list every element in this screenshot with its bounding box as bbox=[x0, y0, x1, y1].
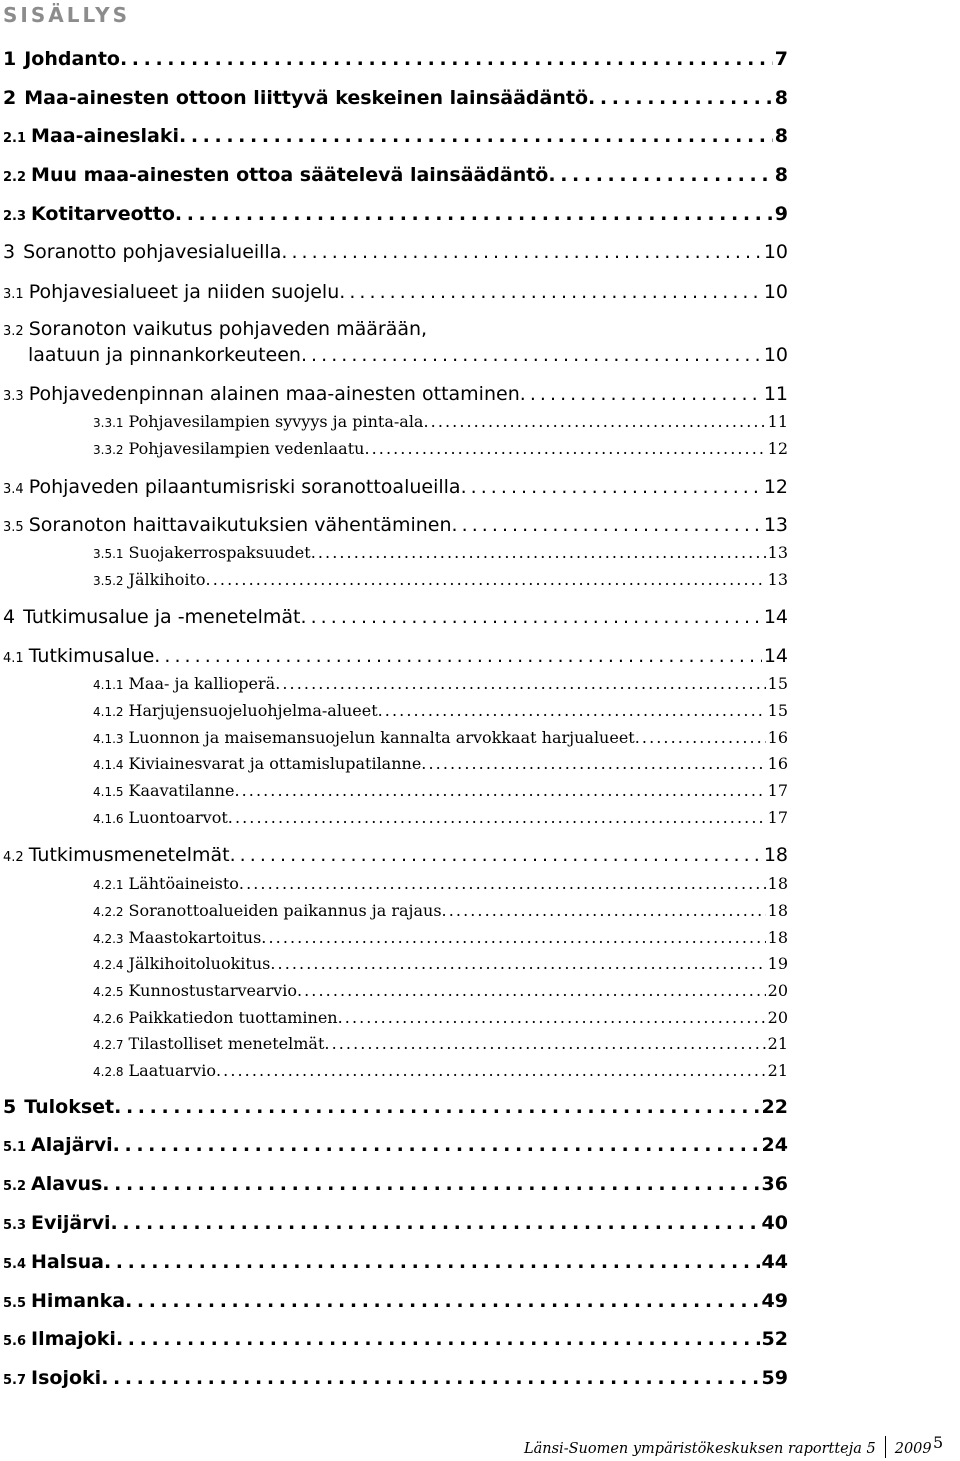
toc-number: 3.3.1 bbox=[93, 416, 124, 430]
toc-page: 13 bbox=[763, 514, 788, 536]
toc-page: 18 bbox=[767, 928, 788, 947]
page-number: 5 bbox=[933, 1433, 944, 1452]
toc-entry[interactable] bbox=[93, 439, 788, 458]
toc-leader bbox=[378, 701, 766, 720]
toc-page: 12 bbox=[763, 476, 788, 498]
toc-number: 4.1.5 bbox=[93, 785, 124, 799]
toc-title: Evijärvi bbox=[31, 1212, 111, 1234]
toc-number: 4.2 bbox=[3, 850, 24, 865]
toc-leader bbox=[281, 241, 761, 263]
toc-leader bbox=[239, 874, 766, 893]
toc-number: 4 bbox=[3, 606, 16, 628]
toc-leader bbox=[120, 48, 773, 70]
toc-page: 10 bbox=[763, 281, 788, 303]
toc-number: 4.1.3 bbox=[93, 732, 124, 746]
toc-entry[interactable] bbox=[3, 606, 788, 628]
toc-leader bbox=[234, 781, 765, 800]
toc-page: 13 bbox=[767, 543, 788, 562]
toc-number: 3.4 bbox=[3, 482, 24, 497]
page-footer bbox=[524, 1433, 944, 1458]
toc-leader bbox=[548, 164, 772, 186]
toc-leader bbox=[104, 1251, 760, 1273]
toc-leader bbox=[461, 476, 762, 498]
toc-leader bbox=[338, 1008, 766, 1027]
toc-entry[interactable] bbox=[3, 241, 788, 263]
toc-number: 1 bbox=[3, 48, 17, 70]
page-title: SISÄLLYS bbox=[3, 3, 130, 27]
toc-number: 5.6 bbox=[3, 1334, 27, 1349]
toc-title: Pohjaveden pilaantumisriski soranottoalueilla bbox=[28, 476, 461, 498]
toc-title: Luonnon ja maisemansuojelun kannalta arvokkaat harjualueet bbox=[128, 728, 635, 747]
toc-number: 4.2.5 bbox=[93, 985, 124, 999]
toc-number: 5.5 bbox=[3, 1296, 27, 1311]
toc-entry[interactable] bbox=[3, 514, 788, 536]
toc-title: Kaavatilanne bbox=[128, 781, 235, 800]
toc-leader bbox=[228, 808, 766, 827]
toc-title: Himanka bbox=[31, 1290, 126, 1312]
toc-entry[interactable] bbox=[93, 674, 788, 693]
toc-title: Tutkimusalue bbox=[28, 645, 155, 667]
toc-title: Soranottoalueiden paikannus ja rajaus bbox=[128, 901, 442, 920]
toc-page: 14 bbox=[763, 645, 788, 667]
toc-number: 4.1 bbox=[3, 651, 24, 666]
toc-entry[interactable] bbox=[3, 1251, 788, 1273]
toc-title: Paikkatiedon tuottaminen bbox=[128, 1008, 338, 1027]
toc-entry[interactable] bbox=[3, 383, 788, 405]
toc-entry[interactable] bbox=[3, 844, 788, 866]
toc-leader bbox=[154, 645, 762, 667]
toc-title: Soranotto pohjavesialueilla bbox=[23, 241, 282, 263]
toc-title: Maastokartoitus bbox=[128, 928, 262, 947]
toc-page: 21 bbox=[767, 1061, 788, 1080]
toc-number: 4.2.4 bbox=[93, 958, 124, 972]
toc-number: 2.3 bbox=[3, 209, 27, 224]
toc-entry[interactable] bbox=[3, 1134, 788, 1156]
toc-page: 22 bbox=[761, 1096, 788, 1118]
toc-entry[interactable] bbox=[3, 1096, 788, 1118]
toc-number: 5.7 bbox=[3, 1373, 27, 1388]
toc-page: 20 bbox=[767, 1008, 788, 1027]
toc-page: 18 bbox=[767, 901, 788, 920]
toc-number: 5.4 bbox=[3, 1257, 27, 1272]
toc-number: 3.5.2 bbox=[93, 574, 124, 588]
toc-entry[interactable] bbox=[93, 543, 788, 562]
toc-entry[interactable] bbox=[93, 570, 788, 589]
footer-divider bbox=[885, 1436, 886, 1458]
toc-page: 9 bbox=[774, 203, 788, 225]
toc-entry[interactable] bbox=[93, 808, 788, 827]
toc-page: 15 bbox=[767, 674, 788, 693]
toc-number: 5.3 bbox=[3, 1218, 27, 1233]
toc-number: 5.1 bbox=[3, 1140, 27, 1155]
toc-page: 17 bbox=[767, 781, 788, 800]
toc-title: Alajärvi bbox=[31, 1134, 113, 1156]
toc-entry[interactable] bbox=[93, 874, 788, 893]
toc-entry[interactable] bbox=[3, 125, 788, 147]
toc-leader bbox=[364, 439, 765, 458]
toc-title: Alavus bbox=[31, 1173, 103, 1195]
toc-page: 21 bbox=[767, 1034, 788, 1053]
toc-page: 11 bbox=[763, 383, 788, 405]
toc-entry[interactable] bbox=[93, 728, 788, 747]
toc-leader bbox=[421, 754, 765, 773]
toc-page: 8 bbox=[774, 87, 788, 109]
toc-leader bbox=[179, 125, 773, 147]
toc-page: 16 bbox=[767, 754, 788, 773]
toc-title: Tulokset bbox=[24, 1096, 115, 1118]
toc-title: Jälkihoito bbox=[128, 570, 206, 589]
toc-number: 4.2.2 bbox=[93, 905, 124, 919]
toc-leader bbox=[275, 674, 765, 693]
toc-title: Soranoton vaikutus pohjaveden määrään, bbox=[28, 318, 428, 340]
toc-title: Soranoton haittavaikutuksien vähentäminen bbox=[28, 514, 452, 536]
toc-number: 2.1 bbox=[3, 131, 27, 146]
toc-number: 4.2.3 bbox=[93, 932, 124, 946]
toc-leader bbox=[175, 203, 773, 225]
toc-leader bbox=[297, 981, 766, 1000]
toc-leader bbox=[114, 1096, 759, 1118]
toc-leader bbox=[301, 606, 762, 628]
toc-leader bbox=[125, 1290, 759, 1312]
toc-title: Kotitarveotto bbox=[31, 203, 175, 225]
toc-title: Pohjavesilampien vedenlaatu bbox=[128, 439, 365, 458]
toc-page: 44 bbox=[761, 1251, 788, 1273]
toc-title: Tutkimusmenetelmät bbox=[28, 844, 230, 866]
toc-number: 3.5.1 bbox=[93, 547, 124, 561]
toc-entry[interactable] bbox=[3, 203, 788, 225]
toc-number: 4.1.6 bbox=[93, 812, 124, 826]
toc-entry[interactable] bbox=[3, 281, 788, 303]
toc-page: 7 bbox=[774, 48, 788, 70]
toc-leader bbox=[230, 844, 762, 866]
toc-title: Kiviainesvarat ja ottamislupatilanne bbox=[128, 754, 422, 773]
toc-leader bbox=[588, 87, 773, 109]
toc-page: 10 bbox=[763, 241, 788, 263]
toc-leader bbox=[116, 1328, 760, 1350]
toc-page: 10 bbox=[763, 344, 788, 366]
toc-title: Pohjavedenpinnan alainen maa-ainesten ottaminen bbox=[28, 383, 520, 405]
toc-entry[interactable] bbox=[93, 1034, 788, 1053]
toc-title: Maa-aineslaki bbox=[31, 125, 180, 147]
toc-entry-line2[interactable] bbox=[28, 344, 788, 366]
toc-title-continued: laatuun ja pinnankorkeuteen bbox=[28, 344, 301, 366]
toc-title: Luontoarvot bbox=[128, 808, 228, 827]
toc-leader bbox=[311, 543, 766, 562]
toc-leader bbox=[339, 281, 762, 303]
toc-title: Laatuarvio bbox=[128, 1061, 216, 1080]
toc-title: Pohjavesilampien syvyys ja pinta-ala bbox=[128, 412, 424, 431]
toc-number: 5.2 bbox=[3, 1179, 27, 1194]
toc-entry[interactable] bbox=[3, 87, 788, 109]
toc-title: Ilmajoki bbox=[31, 1328, 116, 1350]
toc-title: Tutkimusalue ja -menetelmät bbox=[23, 606, 301, 628]
toc-leader bbox=[270, 954, 765, 973]
toc-leader bbox=[452, 514, 762, 536]
toc-number: 3.3 bbox=[3, 389, 24, 404]
toc-entry[interactable] bbox=[3, 1173, 788, 1195]
toc-page: 16 bbox=[767, 728, 788, 747]
toc-entry-line1[interactable] bbox=[3, 318, 788, 340]
toc-entry[interactable] bbox=[3, 164, 788, 186]
toc-page: 8 bbox=[774, 164, 788, 186]
toc-entry[interactable] bbox=[93, 928, 788, 947]
toc-title: Harjujensuojeluohjelma-alueet bbox=[128, 701, 378, 720]
toc-number: 4.2.1 bbox=[93, 878, 124, 892]
toc-number: 3.1 bbox=[3, 287, 24, 302]
toc-page: 19 bbox=[767, 954, 788, 973]
toc-title: Suojakerrospaksuudet bbox=[128, 543, 311, 562]
toc-number: 2.2 bbox=[3, 170, 27, 185]
toc-number: 3.2 bbox=[3, 324, 24, 339]
toc-page: 13 bbox=[767, 570, 788, 589]
toc-page: 18 bbox=[767, 874, 788, 893]
toc-leader bbox=[520, 383, 762, 405]
toc-leader bbox=[635, 728, 766, 747]
toc-page: 20 bbox=[767, 981, 788, 1000]
toc-entry[interactable] bbox=[3, 476, 788, 498]
toc-leader bbox=[216, 1061, 766, 1080]
toc-number: 3.5 bbox=[3, 520, 24, 535]
toc-entry[interactable] bbox=[93, 701, 788, 720]
toc-entry[interactable] bbox=[93, 412, 788, 431]
toc-entry[interactable] bbox=[3, 1212, 788, 1234]
toc-leader bbox=[113, 1134, 760, 1156]
toc-entry[interactable] bbox=[93, 1008, 788, 1027]
toc-title: Maa- ja kallioperä bbox=[128, 674, 276, 693]
toc-leader bbox=[111, 1212, 760, 1234]
toc-title: Tilastolliset menetelmät bbox=[128, 1034, 325, 1053]
toc-leader bbox=[442, 901, 766, 920]
toc-entry[interactable] bbox=[93, 1061, 788, 1080]
toc-entry[interactable] bbox=[3, 645, 788, 667]
toc-title: Muu maa-ainesten ottoa säätelevä lainsäädäntö bbox=[31, 164, 549, 186]
toc-entry[interactable] bbox=[93, 981, 788, 1000]
toc-title: Kunnostustarvearvio bbox=[128, 981, 297, 1000]
toc-title: Johdanto bbox=[24, 48, 120, 70]
toc-title: Halsua bbox=[31, 1251, 104, 1273]
toc-number: 4.1.1 bbox=[93, 678, 124, 692]
toc-leader bbox=[101, 1367, 759, 1389]
toc-number: 5 bbox=[3, 1096, 17, 1118]
toc-number: 2 bbox=[3, 87, 17, 109]
toc-number: 4.2.6 bbox=[93, 1012, 124, 1026]
toc-number: 4.2.8 bbox=[93, 1065, 124, 1079]
toc-page: 49 bbox=[761, 1290, 788, 1312]
toc-page: 24 bbox=[761, 1134, 788, 1156]
toc-page: 12 bbox=[767, 439, 788, 458]
toc-number: 4.2.7 bbox=[93, 1038, 124, 1052]
toc-title: Pohjavesialueet ja niiden suojelu bbox=[28, 281, 340, 303]
toc-number: 3 bbox=[3, 241, 16, 263]
toc-entry[interactable] bbox=[93, 954, 788, 973]
toc-leader bbox=[102, 1173, 759, 1195]
toc-page: 17 bbox=[767, 808, 788, 827]
toc-leader bbox=[301, 344, 762, 366]
toc-title: Lähtöaineisto bbox=[128, 874, 239, 893]
toc-entry[interactable] bbox=[93, 754, 788, 773]
toc-entry[interactable] bbox=[3, 48, 788, 70]
toc-entry[interactable] bbox=[3, 1367, 788, 1389]
toc-entry[interactable] bbox=[93, 901, 788, 920]
toc-page: 15 bbox=[767, 701, 788, 720]
toc-title: Isojoki bbox=[31, 1367, 102, 1389]
toc-number: 3.3.2 bbox=[93, 443, 124, 457]
toc-page: 11 bbox=[767, 412, 788, 431]
toc-leader bbox=[206, 570, 766, 589]
toc-page: 36 bbox=[761, 1173, 788, 1195]
toc-number: 4.1.2 bbox=[93, 705, 124, 719]
toc-leader bbox=[423, 412, 765, 431]
toc-page: 14 bbox=[763, 606, 788, 628]
footer-year: 2009 bbox=[894, 1441, 932, 1457]
toc-title: Maa-ainesten ottoon liittyvä keskeinen lainsäädäntö bbox=[24, 87, 589, 109]
toc-entry[interactable] bbox=[3, 1290, 788, 1312]
toc-page: 52 bbox=[761, 1328, 788, 1350]
toc-leader bbox=[261, 928, 765, 947]
toc-entry[interactable] bbox=[3, 1328, 788, 1350]
toc-leader bbox=[324, 1034, 765, 1053]
toc-number: 4.1.4 bbox=[93, 758, 124, 772]
toc-page: 59 bbox=[761, 1367, 788, 1389]
toc-page: 40 bbox=[761, 1212, 788, 1234]
toc-entry[interactable] bbox=[93, 781, 788, 800]
footer-publication: Länsi-Suomen ympäristökeskuksen raportteja 5 bbox=[524, 1441, 876, 1457]
toc-page: 18 bbox=[763, 844, 788, 866]
toc-page: 8 bbox=[774, 125, 788, 147]
toc-title: Jälkihoitoluokitus bbox=[128, 954, 271, 973]
